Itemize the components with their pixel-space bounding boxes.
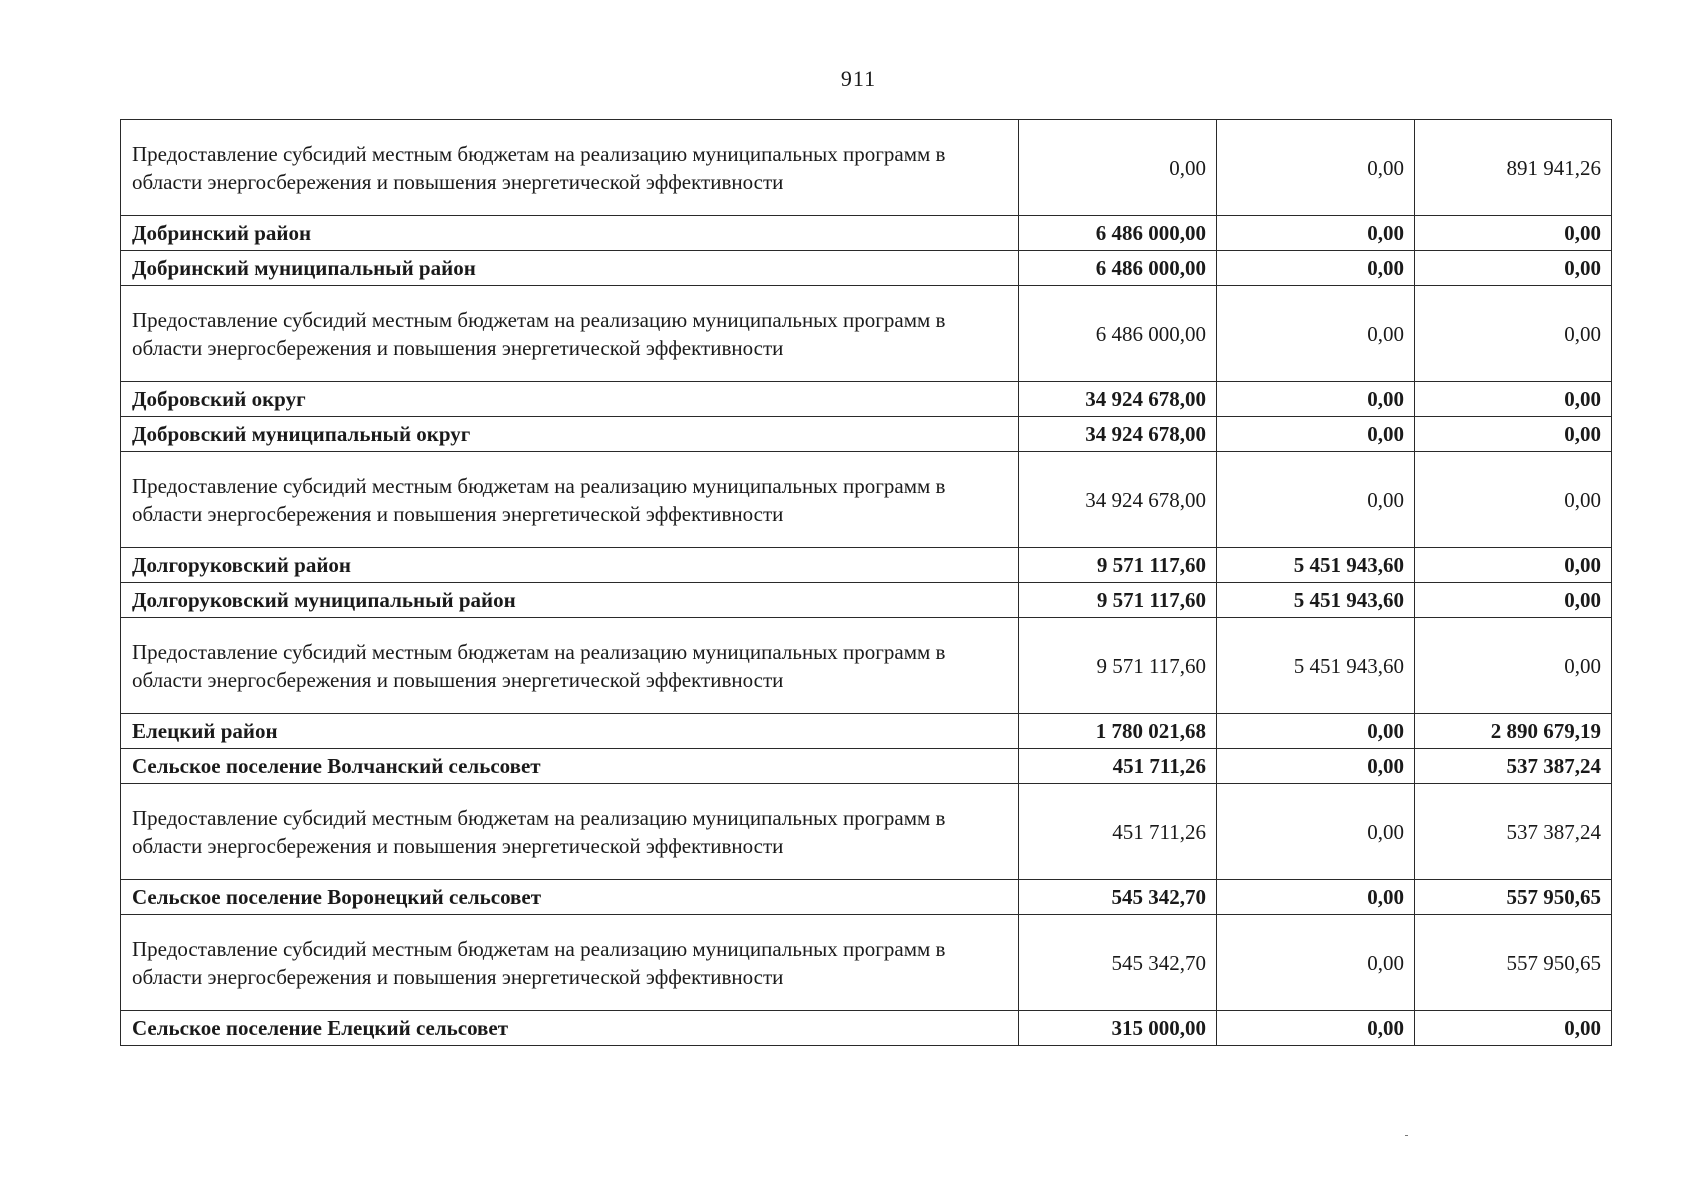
table-row-subsidy (121, 915, 1612, 1011)
amount-cell-col2: 0,00 (1217, 714, 1415, 749)
row-name-cell: Предоставление субсидий местным бюджетам на реализацию муниципальных программ в области энергосбережения и повышения энергетической эффективности (121, 286, 1019, 382)
amount-cell-col2: 0,00 (1217, 1011, 1415, 1046)
amount-cell-col1: 9 571 117,60 (1019, 583, 1217, 618)
amount-cell-col3: 557 950,65 (1415, 880, 1612, 915)
amount-cell-col2: 0,00 (1217, 251, 1415, 286)
amount-cell-col2: 0,00 (1217, 417, 1415, 452)
amount-cell-col1: 9 571 117,60 (1019, 618, 1217, 714)
amount-cell-col3: 0,00 (1415, 618, 1612, 714)
table-row-municipality (121, 749, 1612, 784)
row-name-cell: Предоставление субсидий местным бюджетам на реализацию муниципальных программ в области энергосбережения и повышения энергетической эффективности (121, 784, 1019, 880)
amount-cell-col3: 0,00 (1415, 382, 1612, 417)
table-row-municipality (121, 382, 1612, 417)
budget-table (120, 119, 1612, 1046)
table-row-subsidy (121, 286, 1612, 382)
amount-cell-col1: 34 924 678,00 (1019, 452, 1217, 548)
amount-cell-col3: 537 387,24 (1415, 749, 1612, 784)
amount-cell-col1: 0,00 (1019, 120, 1217, 216)
amount-cell-col2: 0,00 (1217, 749, 1415, 784)
amount-cell-col1: 34 924 678,00 (1019, 382, 1217, 417)
table-row-municipality (121, 714, 1612, 749)
table-row-subsidy (121, 618, 1612, 714)
row-name-cell: Предоставление субсидий местным бюджетам на реализацию муниципальных программ в области энергосбережения и повышения энергетической эффективности (121, 120, 1019, 216)
amount-cell-col1: 6 486 000,00 (1019, 251, 1217, 286)
amount-cell-col1: 315 000,00 (1019, 1011, 1217, 1046)
amount-cell-col1: 1 780 021,68 (1019, 714, 1217, 749)
table-row-municipality (121, 880, 1612, 915)
scan-speck (1405, 1135, 1408, 1136)
amount-cell-col2: 0,00 (1217, 216, 1415, 251)
amount-cell-col2: 0,00 (1217, 120, 1415, 216)
amount-cell-col3: 0,00 (1415, 583, 1612, 618)
page-number: 911 (840, 66, 877, 91)
table-row-subsidy (121, 784, 1612, 880)
amount-cell-col1: 545 342,70 (1019, 915, 1217, 1011)
amount-cell-col1: 451 711,26 (1019, 749, 1217, 784)
table-row-subsidy (121, 452, 1612, 548)
amount-cell-col3: 537 387,24 (1415, 784, 1612, 880)
amount-cell-col1: 6 486 000,00 (1019, 216, 1217, 251)
table-row-municipality (121, 1011, 1612, 1046)
amount-cell-col3: 0,00 (1415, 417, 1612, 452)
amount-cell-col3: 891 941,26 (1415, 120, 1612, 216)
row-name-cell: Долгоруковский район (121, 548, 1019, 583)
row-name-cell: Сельское поселение Елецкий сельсовет (121, 1011, 1019, 1046)
amount-cell-col3: 0,00 (1415, 216, 1612, 251)
amount-cell-col3: 0,00 (1415, 548, 1612, 583)
amount-cell-col2: 5 451 943,60 (1217, 548, 1415, 583)
amount-cell-col1: 545 342,70 (1019, 880, 1217, 915)
amount-cell-col3: 0,00 (1415, 286, 1612, 382)
table-body (121, 120, 1612, 1046)
table-row-municipality (121, 417, 1612, 452)
amount-cell-col1: 9 571 117,60 (1019, 548, 1217, 583)
amount-cell-col2: 0,00 (1217, 382, 1415, 417)
amount-cell-col1: 34 924 678,00 (1019, 417, 1217, 452)
amount-cell-col2: 0,00 (1217, 452, 1415, 548)
amount-cell-col3: 2 890 679,19 (1415, 714, 1612, 749)
amount-cell-col3: 557 950,65 (1415, 915, 1612, 1011)
row-name-cell: Предоставление субсидий местным бюджетам на реализацию муниципальных программ в области энергосбережения и повышения энергетической эффективности (121, 915, 1019, 1011)
row-name-cell: Добринский муниципальный район (121, 251, 1019, 286)
amount-cell-col2: 0,00 (1217, 880, 1415, 915)
row-name-cell: Сельское поселение Воронецкий сельсовет (121, 880, 1019, 915)
amount-cell-col2: 5 451 943,60 (1217, 618, 1415, 714)
amount-cell-col1: 6 486 000,00 (1019, 286, 1217, 382)
amount-cell-col3: 0,00 (1415, 452, 1612, 548)
table-row-municipality (121, 251, 1612, 286)
row-name-cell: Сельское поселение Волчанский сельсовет (121, 749, 1019, 784)
row-name-cell: Добринский район (121, 216, 1019, 251)
amount-cell-col2: 0,00 (1217, 784, 1415, 880)
row-name-cell: Елецкий район (121, 714, 1019, 749)
amount-cell-col1: 451 711,26 (1019, 784, 1217, 880)
table-row-municipality (121, 583, 1612, 618)
amount-cell-col2: 5 451 943,60 (1217, 583, 1415, 618)
table-row-municipality (121, 216, 1612, 251)
row-name-cell: Добровский округ (121, 382, 1019, 417)
amount-cell-col2: 0,00 (1217, 915, 1415, 1011)
row-name-cell: Долгоруковский муниципальный район (121, 583, 1019, 618)
table-row-municipality (121, 548, 1612, 583)
amount-cell-col3: 0,00 (1415, 1011, 1612, 1046)
row-name-cell: Предоставление субсидий местным бюджетам на реализацию муниципальных программ в области энергосбережения и повышения энергетической эффективности (121, 452, 1019, 548)
row-name-cell: Предоставление субсидий местным бюджетам на реализацию муниципальных программ в области энергосбережения и повышения энергетической эффективности (121, 618, 1019, 714)
row-name-cell: Добровский муниципальный округ (121, 417, 1019, 452)
amount-cell-col2: 0,00 (1217, 286, 1415, 382)
amount-cell-col3: 0,00 (1415, 251, 1612, 286)
table-row-subsidy (121, 120, 1612, 216)
